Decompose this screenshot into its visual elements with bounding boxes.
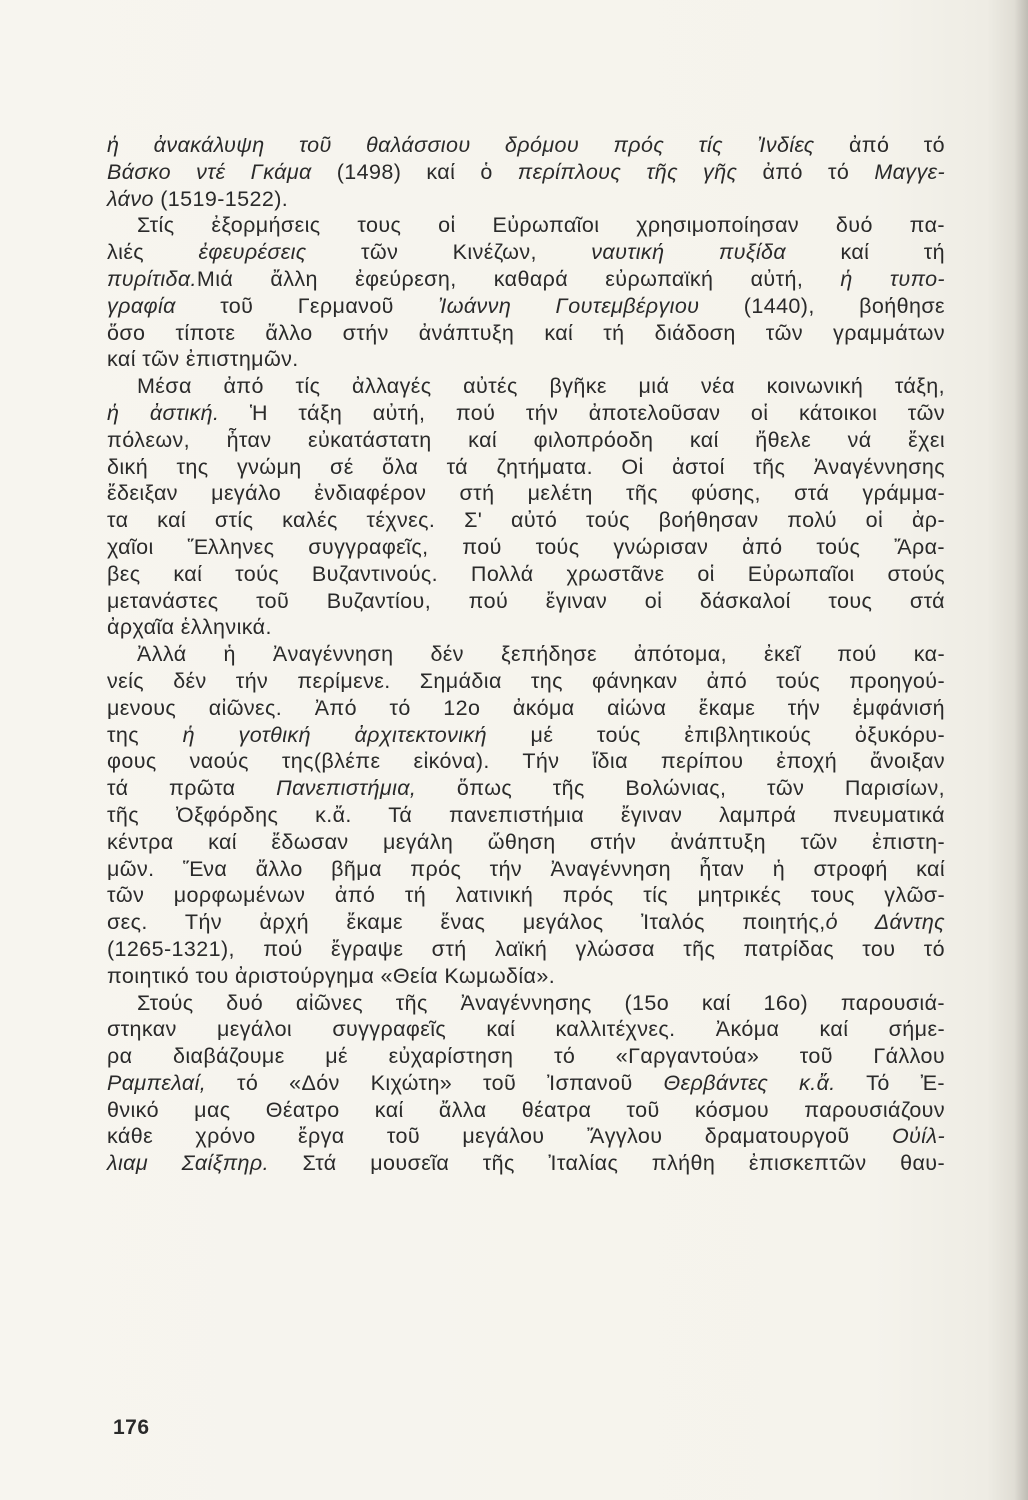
text-line xyxy=(107,668,945,695)
text-line xyxy=(107,990,945,1017)
text-span: ρα διαβάζουμε μέ εὐχαρίστηση τό «Γαργαντούα» τοῦ Γάλλου xyxy=(107,1044,945,1069)
text-line xyxy=(107,186,945,213)
text-span: τά πρῶτα xyxy=(107,776,277,801)
italic-text-span: ὁ Δάντης xyxy=(825,910,946,935)
text-span: Τό Ἐ- xyxy=(835,1070,945,1095)
italic-text-span: ἡ γοτθική ἀρχιτεκτονική xyxy=(182,722,487,747)
text-line xyxy=(107,400,945,427)
text-span: καί τῶν ἐπιστημῶν. xyxy=(107,347,299,372)
italic-text-span: ἡ ἀνακάλυψη τοῦ θαλάσσιου δρόμου πρός τίς Ἰνδίες xyxy=(107,133,815,157)
text-line xyxy=(107,882,945,909)
text-span: τοῦ Γερμανοῦ xyxy=(175,293,439,318)
text-line xyxy=(107,1043,945,1070)
text-span: Στά μουσεῖα τῆς Ἰταλίας πλήθη ἐπισκεπτῶν θαυ- xyxy=(268,1151,945,1176)
italic-text-span: πυρίτιδα. xyxy=(107,266,197,291)
text-line xyxy=(107,507,945,534)
text-span: (1440), βοήθησε xyxy=(699,293,945,318)
page-number: 176 xyxy=(113,1416,150,1439)
text-line xyxy=(107,132,945,159)
text-span: ἀπό τό xyxy=(814,133,945,157)
text-span: Ἡ τάξη αὐτή, πού τήν ἀποτελοῦσαν οἱ κάτοικοι τῶν xyxy=(219,400,945,425)
text-line xyxy=(107,775,945,802)
italic-text-span: περίπλους τῆς γῆς xyxy=(517,159,738,184)
text-span: Στούς δυό αἰῶνες τῆς Ἀναγέννησης (15ο καί 16ο) παρουσιά- xyxy=(137,990,945,1015)
text-span: μῶν. Ἕνα ἄλλο βῆμα πρός τήν Ἀναγέννηση ἦταν ἡ στροφή καί xyxy=(107,856,945,881)
italic-text-span: Πανεπιστήμια, xyxy=(276,776,417,801)
text-span: βες καί τούς Βυζαντινούς. Πολλά χρωστᾶνε οἱ Εὐρωπαῖοι στούς xyxy=(107,561,945,586)
italic-text-span: Οὐίλ- xyxy=(891,1124,945,1149)
text-span: (1498) καί ὁ xyxy=(311,159,518,184)
italic-text-span: Μαγγε- xyxy=(874,159,946,184)
text-line xyxy=(107,588,945,615)
text-span: μενους αἰῶνες. Ἀπό τό 12ο ἀκόμα αἰώνα ἔκαμε τήν ἐμφάνισή xyxy=(107,695,945,720)
text-line xyxy=(107,829,945,856)
text-line xyxy=(107,1150,945,1177)
text-line xyxy=(107,159,945,186)
italic-text-span: Βάσκο ντέ Γκάμα xyxy=(107,159,312,184)
text-line xyxy=(107,963,945,990)
italic-text-span: Ραμπελαί, xyxy=(107,1070,207,1095)
text-line xyxy=(107,266,945,293)
italic-text-span: ἡ ἀστική. xyxy=(107,400,220,425)
italic-text-span: λάνο xyxy=(107,186,154,211)
text-span: ποιητικό του ἀριστούργημα «Θεία Κωμωδία». xyxy=(107,963,556,988)
text-line xyxy=(107,561,945,588)
text-span: Μέσα ἀπό τίς ἀλλαγές αὐτές βγῆκε μιά νέα κοινωνική τάξη, xyxy=(137,374,945,399)
text-line xyxy=(107,614,945,641)
text-span: τό «Δόν Κιχώτη» τοῦ Ἰσπανοῦ xyxy=(206,1070,664,1095)
text-span: ἀπό τό xyxy=(737,159,875,184)
text-line xyxy=(107,802,945,829)
text-span: κάθε χρόνο ἔργα τοῦ μεγάλου Ἄγγλου δραματουργοῦ xyxy=(107,1124,892,1149)
italic-text-span: ναυτική πυξίδα xyxy=(591,240,787,265)
text-span: (1519-1522). xyxy=(153,186,289,211)
text-span: νείς δέν τήν περίμενε. Σημάδια της φάνηκαν ἀπό τούς προηγού- xyxy=(107,668,945,693)
text-span: ἔδειξαν μεγάλο ἐνδιαφέρον στή μελέτη τῆς φύσης, στά γράμμα- xyxy=(107,481,945,506)
text-line xyxy=(107,239,945,266)
text-span: ὅπως τῆς Βολώνιας, τῶν Παρισίων, xyxy=(416,776,945,801)
text-span: Μιά ἄλλη ἐφεύρεση, καθαρά εὐρωπαϊκή αὐτή, xyxy=(196,266,841,291)
text-line xyxy=(107,293,945,320)
text-span: μετανάστες τοῦ Βυζαντίου, πού ἔγιναν οἱ δάσκαλοί τους στά xyxy=(107,588,945,613)
text-line xyxy=(107,480,945,507)
text-line xyxy=(107,346,945,373)
text-line xyxy=(107,1097,945,1124)
text-line xyxy=(107,212,945,239)
body-text xyxy=(107,132,945,1177)
text-span: τῶν μορφωμένων ἀπό τή λατινική πρός τίς μητρικές τους γλῶσ- xyxy=(107,883,945,908)
text-line xyxy=(107,534,945,561)
text-span: σες. Τήν ἀρχή ἔκαμε ἕνας μεγάλος Ἰταλός ποιητής, xyxy=(107,910,826,935)
text-line xyxy=(107,936,945,963)
text-span: τῶν Κινέζων, xyxy=(306,240,592,265)
text-line xyxy=(107,320,945,347)
text-span: μέ τούς ἐπιβλητικούς ὀξυκόρυ- xyxy=(486,722,946,747)
text-line xyxy=(107,1123,945,1150)
page-edge-shadow xyxy=(1014,0,1028,1500)
text-span: (1265-1321), πού ἔγραψε στή λαϊκή γλώσσα τῆς πατρίδας του τό xyxy=(107,936,945,961)
italic-text-span: ἐφευρέσεις xyxy=(198,240,307,265)
text-span: της xyxy=(107,722,183,747)
text-line xyxy=(107,1070,945,1097)
text-span: Στίς ἐξορμήσεις τους οἱ Εὐρωπαῖοι χρησιμοποίησαν δυό πα- xyxy=(137,213,945,238)
italic-text-span: λιαμ Σαίξπηρ. xyxy=(107,1151,269,1176)
text-span: κέντρα καί ἔδωσαν μεγάλη ὤθηση στήν ἀνάπτυξη τῶν ἐπιστη- xyxy=(107,829,945,854)
text-span: καί τή xyxy=(786,240,945,265)
text-span: λιές xyxy=(107,240,199,265)
text-line xyxy=(107,454,945,481)
text-span: τῆς Ὀξφόρδης κ.ἄ. Τά πανεπιστήμια ἔγιναν λαμπρά πνευματικά xyxy=(107,802,945,827)
text-line xyxy=(107,722,945,749)
text-span: ὅσο τίποτε ἄλλο στήν ἀνάπτυξη καί τή διάδοση τῶν γραμμάτων xyxy=(107,320,945,345)
text-span: χαῖοι Ἕλληνες συγγραφεῖς, πού τούς γνώρισαν ἀπό τούς Ἄρα- xyxy=(107,534,945,559)
italic-text-span: γραφία xyxy=(107,293,176,318)
text-line xyxy=(107,427,945,454)
text-span: στηκαν μεγάλοι συγγραφεῖς καί καλλιτέχνες. Ἀκόμα καί σήμε- xyxy=(107,1017,945,1042)
text-span: ἀρχαῖα ἑλληνικά. xyxy=(107,615,272,640)
text-span: θνικό μας Θέατρο καί ἄλλα θέατρα τοῦ κόσμου παρουσιάζουν xyxy=(107,1097,945,1122)
text-span: δική της γνώμη σέ ὅλα τά ζητήματα. Οἱ ἀστοί τῆς Ἀναγέννησης xyxy=(107,454,945,479)
text-line xyxy=(107,695,945,722)
text-line xyxy=(107,373,945,400)
text-line xyxy=(107,748,945,775)
italic-text-span: Θερβάντες κ.ἄ. xyxy=(663,1070,836,1095)
text-line xyxy=(107,856,945,883)
italic-text-span: Ἰωάννη Γουτεμβέργιου xyxy=(438,293,700,318)
text-span: φους ναούς της(βλέπε εἰκόνα). Τήν ἴδια περίπου ἐποχή ἄνοιξαν xyxy=(107,749,945,774)
text-line xyxy=(107,909,945,936)
text-line xyxy=(107,641,945,668)
italic-text-span: ἡ τυπο- xyxy=(840,266,945,291)
text-span: τα καί στίς καλές τέχνες. Σ' αὐτό τούς βοήθησαν πολύ οἱ ἀρ- xyxy=(107,508,945,533)
text-span: πόλεων, ἦταν εὐκατάστατη καί φιλοπρόοδη καί ἤθελε νά ἔχει xyxy=(107,427,945,452)
text-span: Ἀλλά ἡ Ἀναγέννηση δέν ξεπήδησε ἀπότομα, ἐκεῖ πού κα- xyxy=(137,642,945,667)
text-line xyxy=(107,1016,945,1043)
